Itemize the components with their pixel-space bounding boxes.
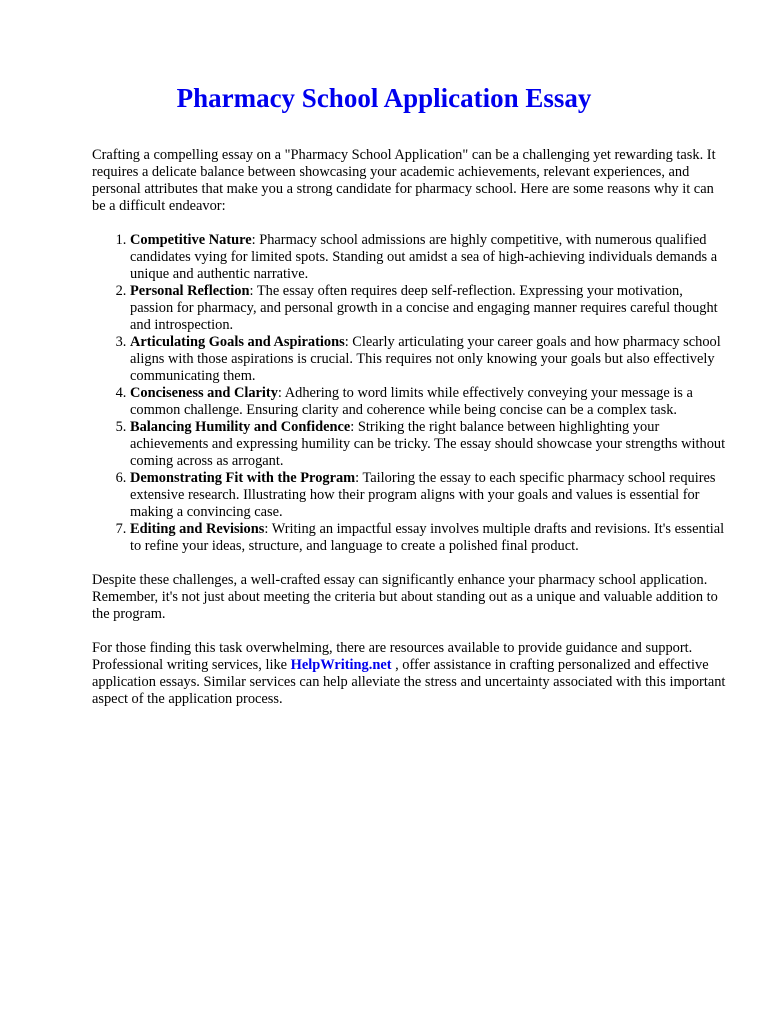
reason-text: The essay often requires deep self-reflection. Expressing your motivation, passion for pharmacy, and personal growth in a concise and engaging manner requires careful thought and introspection. bbox=[130, 283, 718, 333]
list-item bbox=[130, 283, 728, 334]
reason-text: Clearly articulating your career goals and how pharmacy school aligns with those aspirations is crucial. This requires not only knowing your goals but also effectively communicating them. bbox=[130, 334, 721, 384]
list-item bbox=[130, 470, 728, 521]
reason-text: Striking the right balance between highlighting your achievements and expressing humility can be tricky. The essay should showcase your strengths without coming across as arrogant. bbox=[130, 419, 726, 469]
list-item bbox=[130, 521, 728, 555]
list-item bbox=[130, 419, 728, 470]
intro-paragraph: Crafting a compelling essay on a "Pharmacy School Application" can be a challenging yet rewarding task. It requires a delicate balance between showcasing your academic achievements, relevant experiences, and personal attributes that make you a strong candidate for pharmacy school. Here are some reasons why it can be a difficult endeavor: bbox=[92, 147, 716, 214]
list-item bbox=[130, 334, 728, 385]
list-item bbox=[130, 385, 728, 419]
conclusion-paragraph: Despite these challenges, a well-crafted essay can significantly enhance your pharmacy school application. Remember, it's not just about meeting the criteria but about standing out as a unique and valuable addition to the program. bbox=[92, 572, 718, 622]
reason-separator: : bbox=[277, 385, 282, 401]
reason-text: Adhering to word limits while effectively conveying your message is a common challenge. Ensuring clarity and coherence while being concise can be a complex task. bbox=[130, 385, 693, 418]
reason-term: Personal Reflection bbox=[130, 283, 250, 299]
reason-term: Balancing Humility and Confidence bbox=[130, 419, 351, 435]
reason-separator: : bbox=[251, 232, 256, 248]
resources-text-before: For those finding this task overwhelming, there are resources available to provide guidance and support. Professional writing services, like bbox=[92, 640, 693, 673]
resources-paragraph bbox=[92, 640, 728, 708]
reason-separator: : bbox=[249, 283, 254, 299]
helpwriting-link[interactable]: HelpWriting.net bbox=[290, 657, 392, 673]
resources-text-after: , offer assistance in crafting personalized and effective application essays. Similar services can help alleviate the stress and uncertainty associated with this important aspect of the application process. bbox=[92, 657, 726, 707]
reasons-list bbox=[92, 232, 728, 555]
reason-term: Demonstrating Fit with the Program bbox=[130, 470, 356, 486]
reason-separator: : bbox=[264, 521, 269, 537]
reason-text: Writing an impactful essay involves multiple drafts and revisions. It's essential to refine your ideas, structure, and language to create a polished final product. bbox=[130, 521, 725, 554]
reason-term: Conciseness and Clarity bbox=[130, 385, 278, 401]
reason-separator: : bbox=[350, 419, 355, 435]
reason-term: Articulating Goals and Aspirations bbox=[130, 334, 345, 350]
page-title: Pharmacy School Application Essay bbox=[176, 83, 592, 113]
reason-separator: : bbox=[355, 470, 360, 486]
reason-separator: : bbox=[344, 334, 349, 350]
reason-text: Pharmacy school admissions are highly competitive, with numerous qualified candidates vying for limited spots. Standing out amidst a sea of high-achieving individuals demands a unique and authentic narrative. bbox=[130, 232, 718, 282]
reason-term: Editing and Revisions bbox=[130, 521, 265, 537]
reason-text: Tailoring the essay to each specific pharmacy school requires extensive research. Illustrating how their program aligns with your goals and values is essential for making a convincing case. bbox=[130, 470, 716, 520]
reason-term: Competitive Nature bbox=[130, 232, 252, 248]
list-item bbox=[130, 232, 728, 283]
